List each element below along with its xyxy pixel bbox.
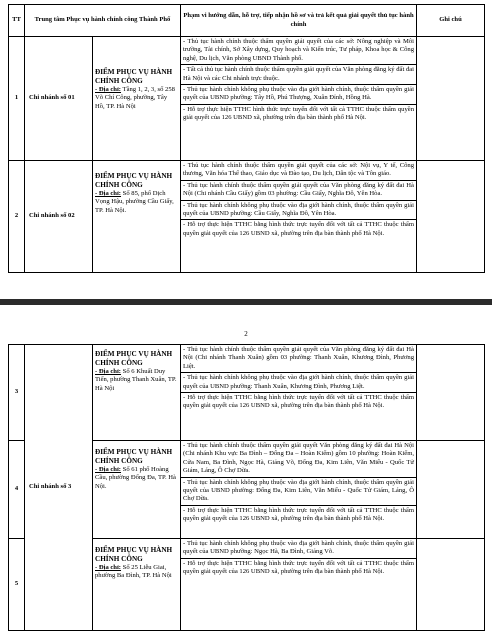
branch-name: Chi nhánh số 01 (25, 37, 93, 161)
address-label: - Địa chỉ: (95, 466, 122, 473)
address-text: Số 61 phố Hoàng Cầu, phường Đống Đa, TP. Hà Nội. (95, 466, 176, 490)
scope-item: - Thủ tục hành chính không phụ thuộc vào địa giới hành chính, thuộc thẩm quyền giải quyết của UBND phường: Tây Hồ, Phú Thượng, Xuân Đỉnh, Hồng Hà. (183, 86, 414, 102)
row-number: 4 (9, 441, 25, 539)
scope-cell (181, 345, 417, 441)
address-label: - Địa chỉ: (95, 86, 122, 93)
page-2 (8, 344, 484, 631)
scope-cell (181, 161, 417, 273)
scope-item: - Tất cả thủ tục hành chính thuộc thẩm quyền giải quyết của Văn phòng đăng ký đất đai Hà Nội và các Chi nhánh trực thuộc. (183, 66, 414, 82)
page-number: 2 (244, 330, 248, 338)
table-row (9, 37, 485, 161)
page-1 (8, 4, 484, 273)
note-cell (417, 441, 485, 539)
note-cell (417, 345, 485, 441)
row-number: 3 (9, 345, 25, 441)
place-title: ĐIỂM PHỤC VỤ HÀNH CHÍNH CÔNG (95, 350, 173, 367)
scope-item: - Thủ tục hành chính thuộc thẩm quyền giải quyết của các sở: Nông nghiệp và Môi trường, Tài chính, Sở Xây dựng, Quy hoạch và Kiến trúc, Tư pháp, Khoa học & Công nghệ, Du lịch, Văn phòng UBND Thành phố. (183, 38, 414, 62)
header-scope: Phạm vi hướng dẫn, hỗ trợ, tiếp nhận hồ sơ và trả kết quả giải quyết thủ tục hành chính (181, 5, 417, 37)
scope-item: - Thủ tục hành chính không phụ thuộc vào địa giới hành chính, thuộc thẩm quyền giải quyết của UBND phường: Thanh Xuân, Khương Đình, Phương Liệt. (183, 374, 414, 390)
note-cell (417, 37, 485, 161)
place-cell (93, 345, 181, 441)
service-table-page-2 (8, 344, 485, 631)
scope-item: - Hỗ trợ thực hiện TTHC bằng hình thức trực tuyến đối với tất cả TTHC thuộc thẩm quyền giải quyết của 126 UBND xã, phường trên địa bàn thành phố Hà Nội. (183, 506, 414, 523)
header-center: Trung tâm Phục vụ hành chính công Thành Phố (25, 5, 181, 37)
address-text: Số 85, phố Dịch Vọng Hậu, phường Cầu Giấy, TP. Hà Nội. (95, 190, 174, 214)
note-cell (417, 161, 485, 273)
place-cell (93, 539, 181, 631)
row-number: 5 (9, 539, 25, 631)
address-label: - Địa chỉ: (95, 190, 122, 197)
scope-item: - Hỗ trợ thực hiện TTHC bằng hình thức trực tuyến đối với tất cả TTHC thuộc thẩm quyền giải quyết của 126 UBND xã, phường trên địa bàn thành phố Hà Nội. (183, 559, 414, 576)
place-title: ĐIỂM PHỤC VỤ HÀNH CHÍNH CÔNG (95, 172, 173, 189)
note-cell (417, 539, 485, 631)
table-header (9, 5, 485, 37)
address-label: - Địa chỉ: (95, 564, 122, 571)
scope-item: - Thủ tục hành chính thuộc thẩm quyền giải quyết Văn phòng đăng ký đất đai Hà Nội (Chi nhánh Khu vực Ba Đình – Đống Đa – Hoàn Kiếm) gồm 10 phường: Hoàn Kiếm, Cửa Nam, Ba Đình, Ngọc Hà, Giảng Võ, Đống Đa, Kim Liên, Văn Miếu - Quốc Tử Giám, Láng, Ô Chợ Dừa. (183, 442, 414, 475)
address-text: Tầng 1, 2, 3, số 258 Võ Chí Công, phường, Tây Hồ, TP. Hà Nội (95, 86, 175, 110)
place-title: ĐIỂM PHỤC VỤ HÀNH CHÍNH CÔNG (95, 68, 173, 85)
scope-item: - Thủ tục hành chính không phụ thuộc vào địa giới hành chính, thuộc thẩm quyền giải quyết của UBND phường: Cầu Giấy, Nghĩa Đô, Yên Hòa. (183, 201, 414, 218)
service-table-page-1 (8, 4, 485, 273)
branch-name: Chi nhánh số 3 (25, 345, 93, 631)
scope-item: - Hỗ trợ thực hiện TTHC bằng hình thức trực tuyến đối với tất cả TTHC thuộc thẩm quyền giải quyết của 126 UBND xã, phường trên địa bàn thành phố Hà Nội. (183, 394, 414, 410)
address-label: - Địa chỉ: (95, 368, 122, 375)
table-row (9, 345, 485, 441)
page-break (0, 299, 492, 305)
address-text: Số 25 Liễu Giai, phường Ba Đình, TP. Hà Nội (95, 564, 172, 580)
scope-item: - Thủ tục hành chính thuộc thẩm quyền giải quyết của các sở: Nội vụ, Y tế, Công thương, Văn hóa Thể thao, Giáo dục và Đào tạo, Du lịch, Dân tộc và Tôn giáo. (183, 162, 414, 178)
row-number: 2 (9, 161, 25, 273)
branch-name: Chi nhánh số 02 (25, 161, 93, 273)
scope-cell (181, 539, 417, 631)
place-cell (93, 161, 181, 273)
scope-cell (181, 441, 417, 539)
scope-cell (181, 37, 417, 161)
scope-item: - Thủ tục hành chính thuộc thẩm quyền giải quyết của Văn phòng đăng ký đất đai Hà Nội (Chi nhánh Thanh Xuân) gồm 03 phường: Thanh Xuân, Khương Đình, Phương Liệt. (183, 346, 414, 370)
header-note: Ghi chú (417, 5, 485, 37)
scope-item: - Thủ tục hành chính không phụ thuộc vào địa giới hành chính, thuộc thẩm quyền giải quyết của UBND phường: Đống Đa, Kim Liên, Văn Miếu - Quốc Tử Giám, Láng, Ô Chợ Dừa. (183, 478, 414, 503)
address-text: Số 6 Khuất Duy Tiến, phường Thanh Xuân, TP. Hà Nội (95, 368, 177, 392)
scope-item: - Thủ tục hành chính thuộc thẩm quyền giải quyết của Văn phòng đăng ký đất đai Hà Nội (Chi nhánh Cầu Giấy) gồm 03 phường: Cầu Giấy, Nghĩa Đô, Yên Hòa. (183, 181, 414, 198)
place-title: ĐIỂM PHỤC VỤ HÀNH CHÍNH CÔNG (95, 448, 173, 465)
scope-item: - Hỗ trợ thực hiện TTHC bằng hình thức trực tuyến đối với tất cả TTHC thuộc thẩm quyền giải quyết của 126 UBND xã, phường trên địa bàn thành phố Hà Nội. (183, 221, 414, 237)
table-row (9, 161, 485, 273)
scope-item: - Thủ tục hành chính không phụ thuộc vào địa giới hành chính, thuộc thẩm quyền giải quyết của UBND phường: Ngọc Hà, Ba Đình, Giảng Võ. (183, 540, 414, 556)
place-cell (93, 441, 181, 539)
scope-item: - Hỗ trợ thực hiện TTHC hình thức trực tuyến đối với tất cả TTHC thuộc thẩm quyền giải quyết của 126 UBND xã, phường trên địa bàn thành phố Hà Nội. (183, 105, 414, 122)
header-tt: TT (9, 5, 25, 37)
row-number: 1 (9, 37, 25, 161)
place-title: ĐIỂM PHỤC VỤ HÀNH CHÍNH CÔNG (95, 546, 173, 563)
place-cell (93, 37, 181, 161)
